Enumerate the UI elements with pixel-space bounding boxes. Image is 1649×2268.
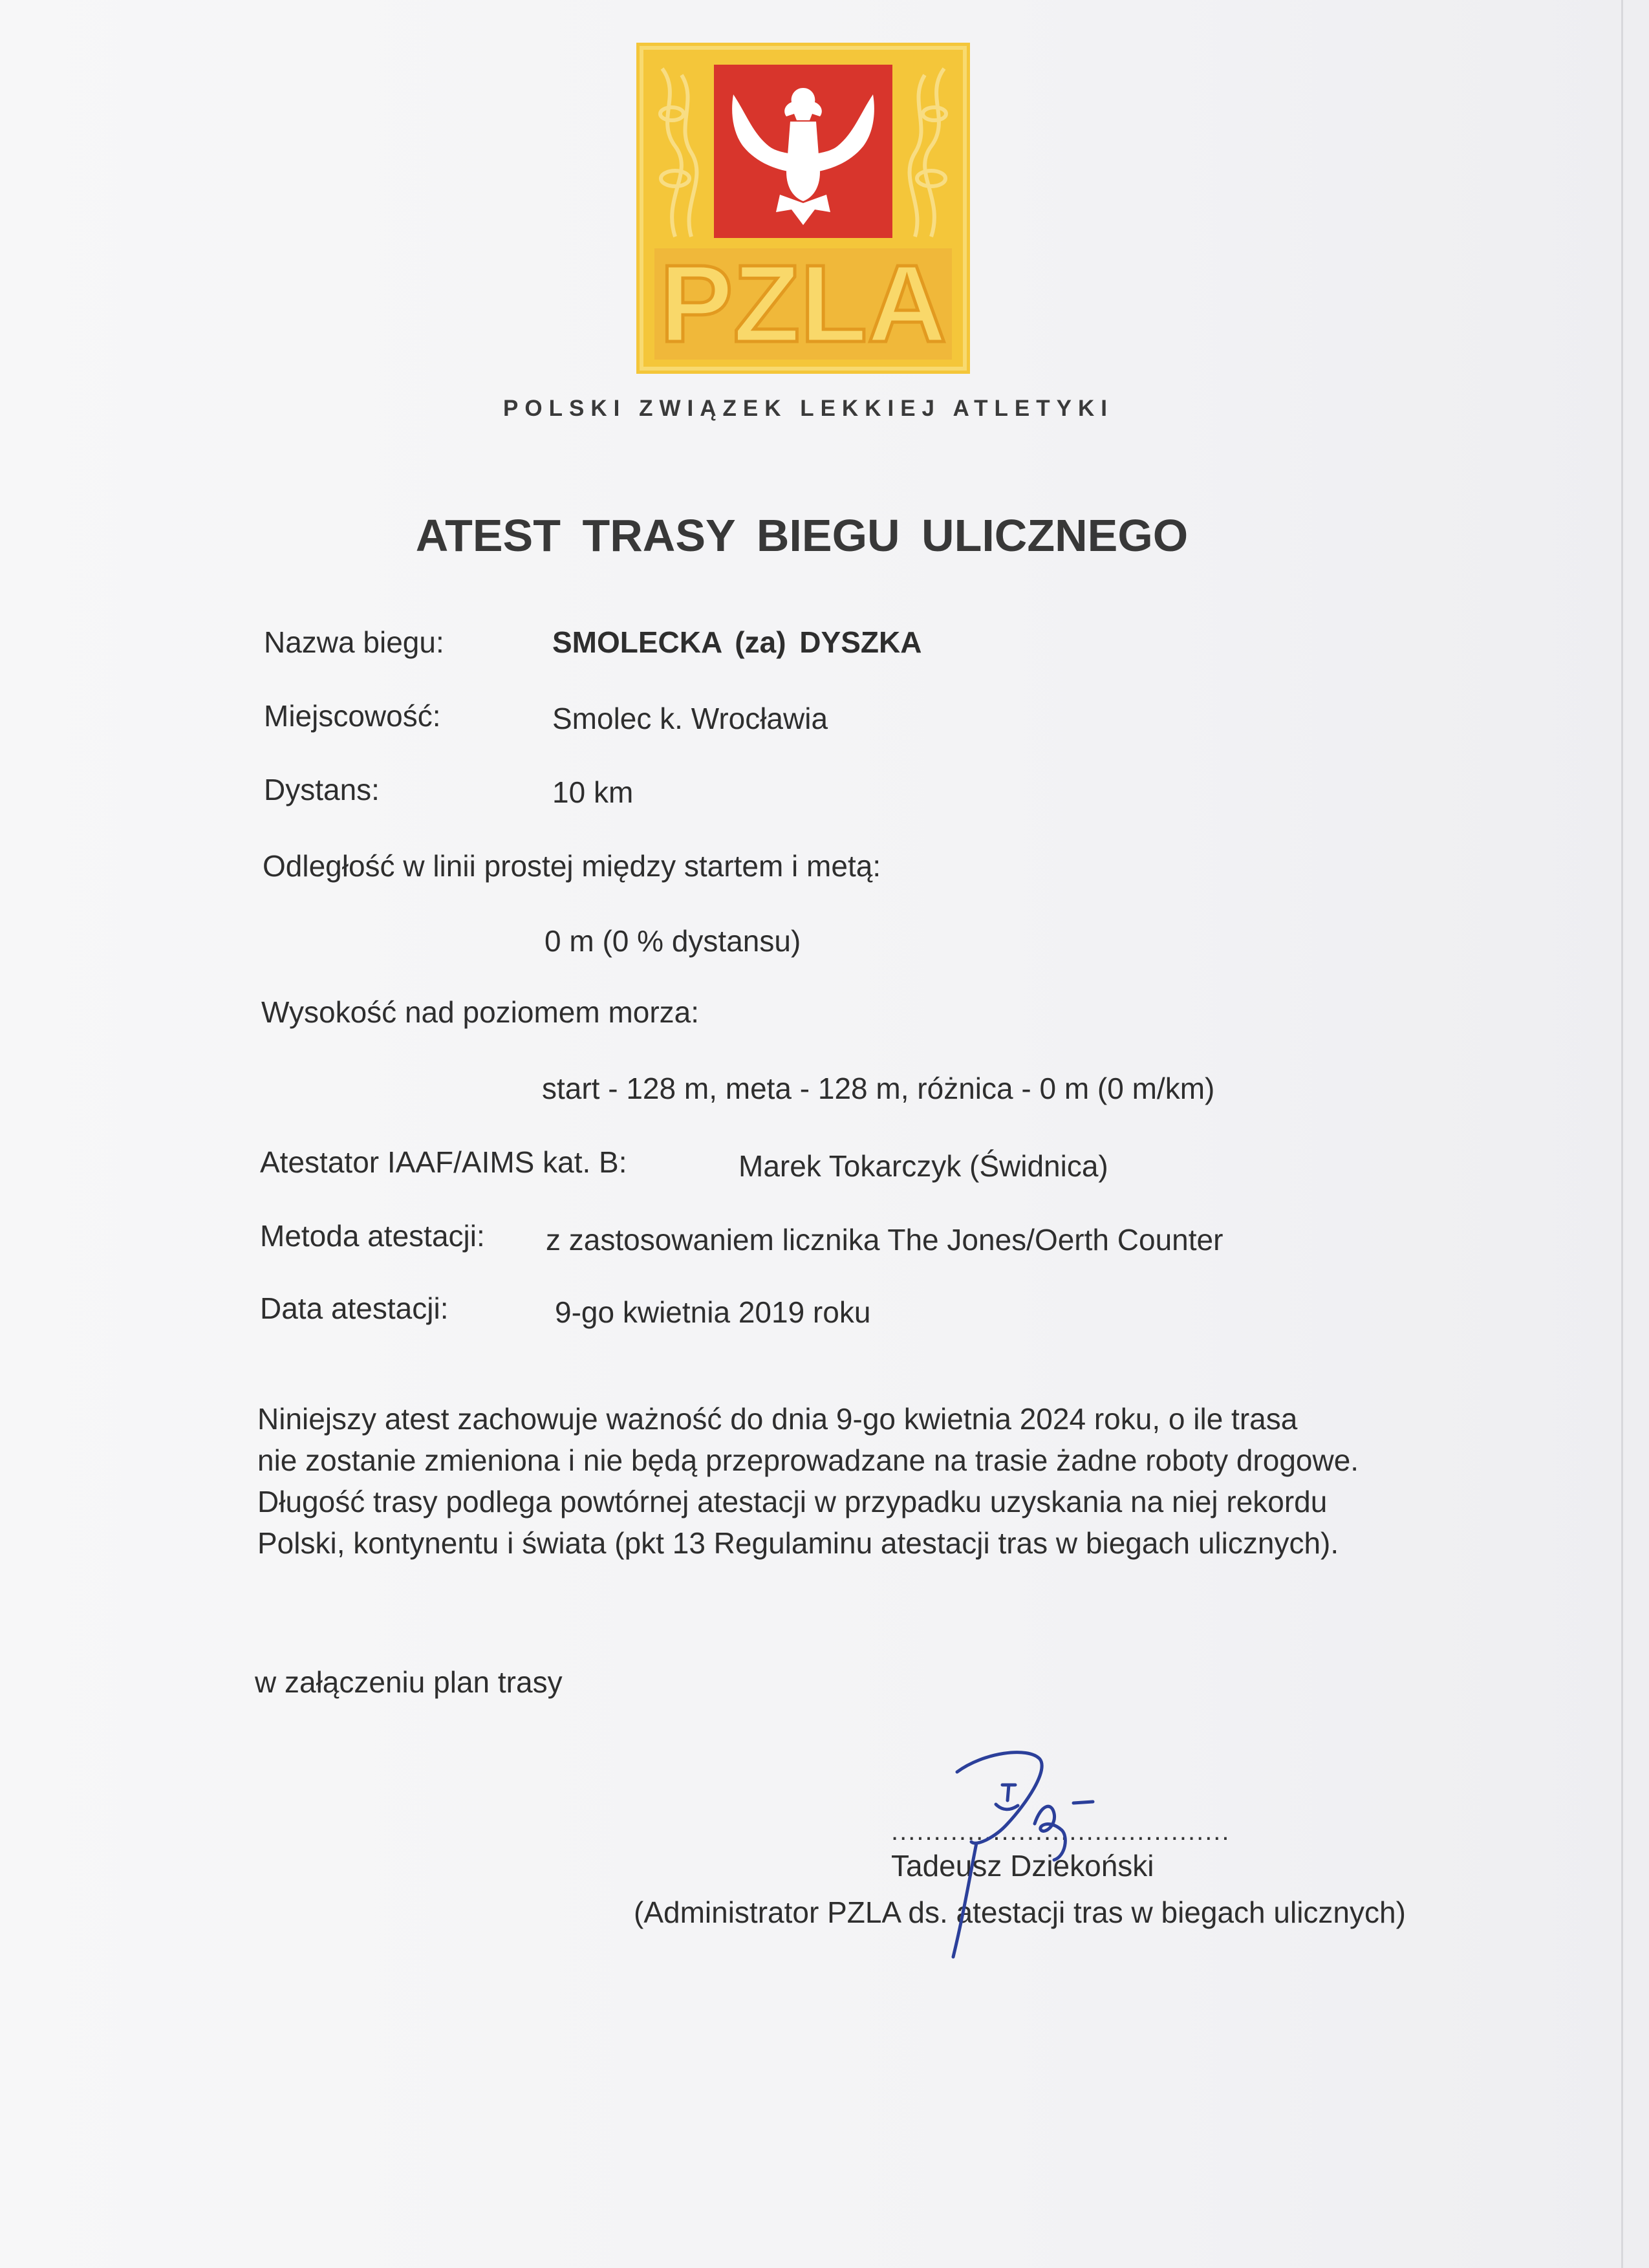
race-name-value: SMOLECKA (za) DYSZKA — [552, 625, 922, 659]
place-value: Smolec k. Wrocławia — [552, 702, 828, 735]
altitude-label: Wysokość nad poziomem morza: — [261, 995, 700, 1029]
method-value: z zastosowaniem licznika The Jones/Oerth Counter — [546, 1223, 1223, 1257]
paragraph-line: Niniejszy atest zachowuje ważność do dnia 9-go kwietnia 2024 roku, o ile trasa — [257, 1402, 1298, 1436]
signature-dotted-line: ........................................ — [891, 1817, 1231, 1846]
page-edge — [1621, 0, 1623, 2268]
svg-text:PZLA: PZLA — [660, 243, 947, 365]
validity-paragraph — [257, 1398, 1512, 1564]
paragraph-line: Długość trasy podlega powtórnej atestacji w przypadku uzyskania na niej rekordu — [257, 1485, 1328, 1518]
altitude-value: start - 128 m, meta - 128 m, różnica - 0 m (0 m/km) — [542, 1072, 1215, 1105]
measurer-value: Marek Tokarczyk (Świdnica) — [738, 1149, 1108, 1183]
place-label: Miejscowość: — [264, 699, 441, 733]
paragraph-line: nie zostanie zmieniona i nie będą przeprowadzane na trasie żadne roboty drogowe. — [257, 1443, 1359, 1477]
measurer-label: Atestator IAAF/AIMS kat. B: — [260, 1145, 627, 1179]
method-label: Metoda atestacji: — [260, 1219, 485, 1253]
signatory-name: Tadeusz Dziekoński — [891, 1849, 1154, 1883]
signatory-role: (Administrator PZLA ds. atestacji tras w biegach ulicznych) — [634, 1895, 1406, 1929]
straight-line-value: 0 m (0 % dystansu) — [544, 924, 801, 958]
straight-line-label: Odległość w linii prostej między startem i metą: — [263, 849, 881, 883]
paragraph-line: Polski, kontynentu i świata (pkt 13 Regulaminu atestacji tras w biegach ulicznych). — [257, 1526, 1339, 1560]
date-label: Data atestacji: — [260, 1291, 449, 1325]
date-value: 9-go kwietnia 2019 roku — [555, 1295, 871, 1329]
distance-label: Dystans: — [264, 773, 380, 806]
race-name-label: Nazwa biegu: — [264, 625, 444, 659]
organization-name: POLSKI ZWIĄZEK LEKKIEJ ATLETYKI — [503, 396, 1114, 421]
pzla-logo — [636, 43, 970, 374]
document-title: ATEST TRASY BIEGU ULICZNEGO — [415, 510, 1189, 561]
distance-value: 10 km — [552, 775, 634, 809]
handwritten-signature — [899, 1733, 1145, 1979]
attachment-note: w załączeniu plan trasy — [255, 1665, 563, 1699]
